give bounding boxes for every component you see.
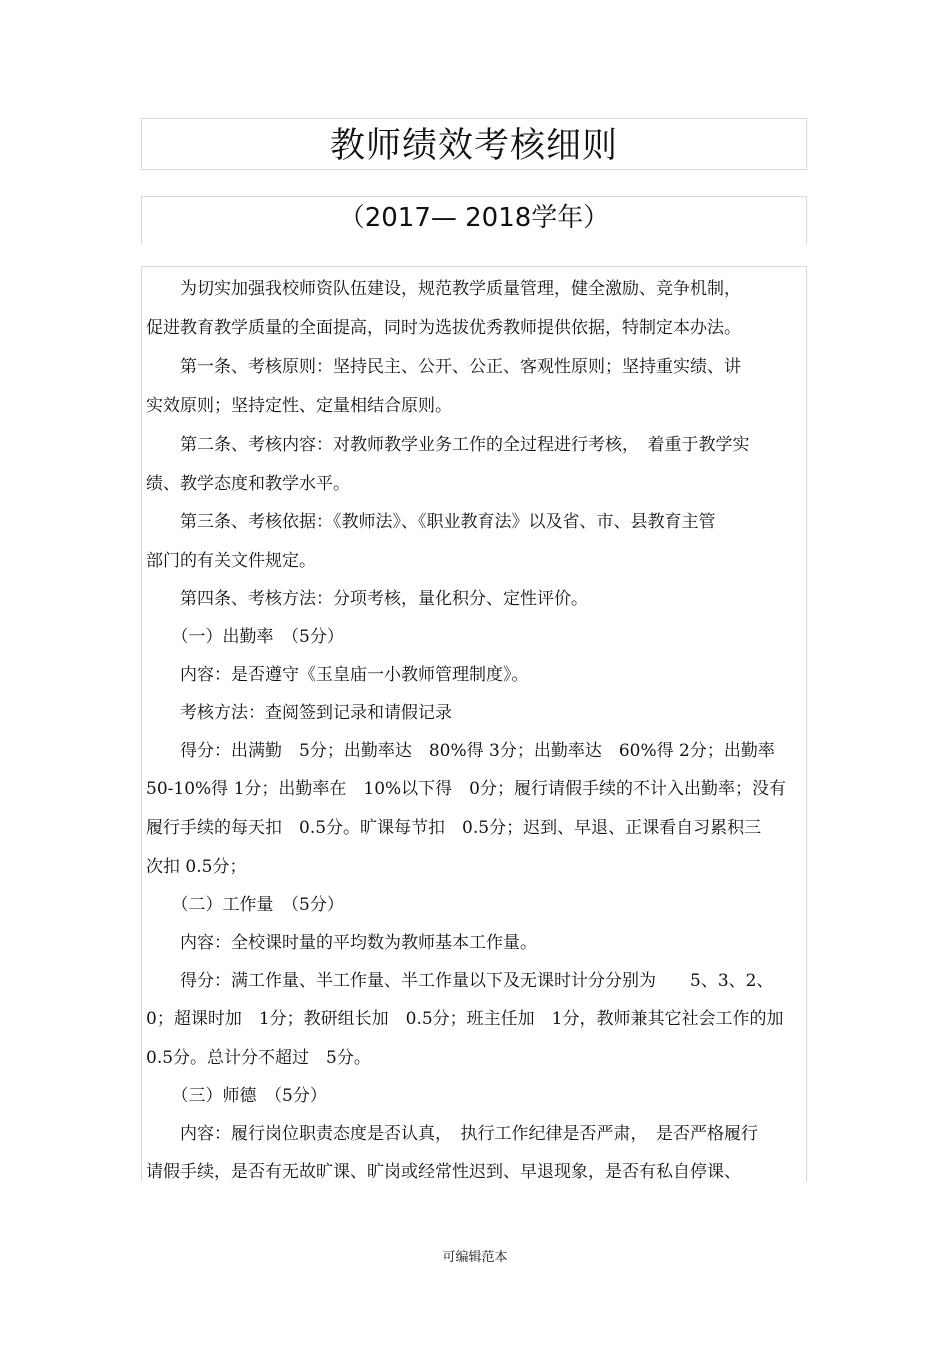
text-line: 实效原则；坚持定性、定量相结合原则。 xyxy=(146,396,452,416)
academic-year: （2017— 2018学年） xyxy=(338,203,610,233)
body-text-box xyxy=(141,266,807,1182)
text-line: 内容：全校课时量的平均数为教师基本工作量。 xyxy=(146,933,537,953)
text-line: 第三条、考核依据：《教师法》、《职业教育法》以及省、市、县教育主管 xyxy=(146,512,716,532)
text-line: 促进教育教学质量的全面提高，同时为选拔优秀教师提供依据，特制定本办法。 xyxy=(146,318,741,338)
text-line: （二）工作量 （5分） xyxy=(146,895,344,915)
text-line: 绩、教学态度和教学水平。 xyxy=(146,474,350,494)
document-title: 教师绩效考核细则 xyxy=(329,126,618,166)
text-line: （一）出勤率 （5分） xyxy=(146,627,344,647)
text-line: 部门的有关文件规定。 xyxy=(146,551,316,571)
text-line: 得分：出满勤 5分；出勤率达 80%得 3分；出勤率达 60%得 2分；出勤率 xyxy=(146,741,775,761)
text-line: 得分：满工作量、半工作量、半工作量以下及无课时计分分别为 5、3、2、 xyxy=(146,971,774,991)
title-box xyxy=(141,118,807,170)
text-line: 0；超课时加 1分；教研组长加 0.5分；班主任加 1分，教师兼其它社会工作的加 xyxy=(146,1009,784,1029)
text-line: 第二条、考核内容：对教师教学业务工作的全过程进行考核， 着重于教学实 xyxy=(146,435,750,455)
text-line: 第一条、考核原则：坚持民主、公开、公正、客观性原则；坚持重实绩、讲 xyxy=(146,357,741,377)
text-line: 50-10%得 1分；出勤率在 10%以下得 0分；履行请假手续的不计入出勤率；没有 xyxy=(146,779,786,799)
text-line: 第四条、考核方法：分项考核，量化积分、定性评价。 xyxy=(146,589,588,609)
text-line: 请假手续，是否有无故旷课、旷岗或经常性迟到、早退现象，是否有私自停课、 xyxy=(146,1162,741,1182)
text-line: 内容：履行岗位职责态度是否认真， 执行工作纪律是否严肃， 是否严格履行 xyxy=(146,1124,758,1144)
text-line: 履行手续的每天扣 0.5分。旷课每节扣 0.5分；迟到、早退、正课看自习累积三 xyxy=(146,818,762,838)
text-line: （三）师德 （5分） xyxy=(146,1086,327,1106)
text-line: 为切实加强我校师资队伍建设，规范教学质量管理，健全激励、竞争机制， xyxy=(146,279,741,299)
text-line: 考核方法：查阅签到记录和请假记录 xyxy=(146,703,452,723)
year-box xyxy=(141,196,807,244)
page-footer: 可编辑范本 xyxy=(442,1250,508,1265)
text-line: 内容：是否遵守《玉皇庙一小教师管理制度》。 xyxy=(146,665,529,685)
text-line: 次扣 0.5分； xyxy=(146,857,247,877)
text-line: 0.5分。总计分不超过 5分。 xyxy=(146,1048,371,1068)
